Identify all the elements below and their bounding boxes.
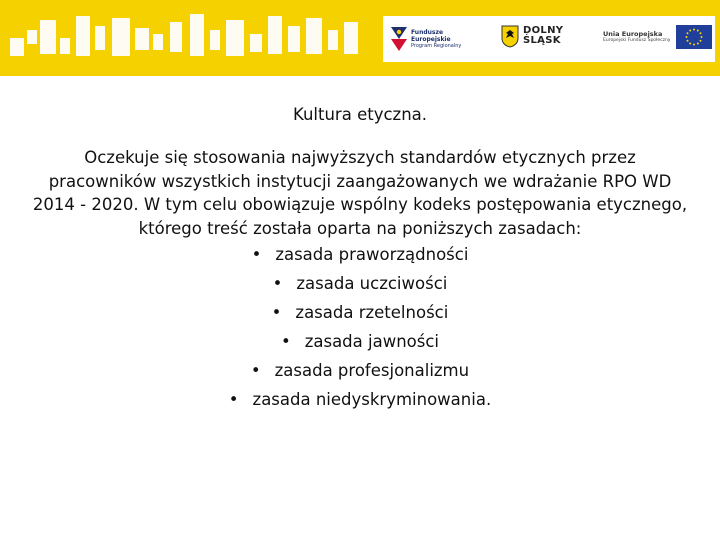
fe-line2: Europejskie (411, 35, 451, 43)
principles-list (30, 240, 690, 414)
list-item (30, 298, 690, 327)
ds-line2: ŚLĄSK (523, 35, 561, 46)
logo-strip (383, 16, 715, 62)
list-item-text: zasada profesjonalizmu (274, 361, 470, 380)
bullet-icon: • (280, 332, 291, 351)
eu-flag-icon (676, 25, 712, 49)
fe-flag-icon (391, 27, 407, 51)
unia-europejska-logo (603, 25, 712, 49)
list-item-text: zasada uczciwości (296, 274, 448, 293)
eu-title: Unia Europejska (603, 30, 663, 38)
list-item (30, 356, 690, 385)
list-item (30, 327, 690, 356)
bullet-icon: • (251, 245, 262, 264)
slide-content (30, 100, 690, 414)
bullet-icon: • (228, 390, 239, 409)
slide-title: Kultura etyczna. (292, 105, 428, 124)
list-item (30, 240, 690, 269)
header-banner (0, 0, 720, 76)
banner-pattern-graphic (0, 0, 380, 76)
list-item-text: zasada jawności (304, 332, 440, 351)
eu-subtitle: Europejski Fundusz Społeczny (603, 38, 671, 43)
slide-paragraph: Oczekuje się stosowania najwyższych standardów etycznych przez pracowników wszystkich instytucji zaangażowanych we wdrażanie RPO WD 2014 - 2020. W tym celu obowiązuje wspólny kodeks postępowania etycznego, którego treść została oparta na poniższych zasadach: (32, 148, 688, 238)
bullet-icon: • (250, 361, 261, 380)
list-item-text: zasada rzetelności (295, 303, 449, 322)
list-item (30, 385, 690, 414)
bullet-icon: • (271, 303, 282, 322)
bullet-icon: • (272, 274, 283, 293)
fe-line3: Program Regionalny (411, 42, 462, 49)
list-item (30, 269, 690, 298)
fundusze-europejskie-logo (391, 21, 461, 57)
ds-line1: DOLNY (523, 25, 564, 36)
list-item-text: zasada niedyskryminowania. (252, 390, 492, 409)
dolny-slask-logo (501, 24, 563, 48)
fe-line1: Fundusze (411, 28, 444, 36)
eagle-crest-icon (501, 24, 519, 48)
list-item-text: zasada praworządności (275, 245, 469, 264)
